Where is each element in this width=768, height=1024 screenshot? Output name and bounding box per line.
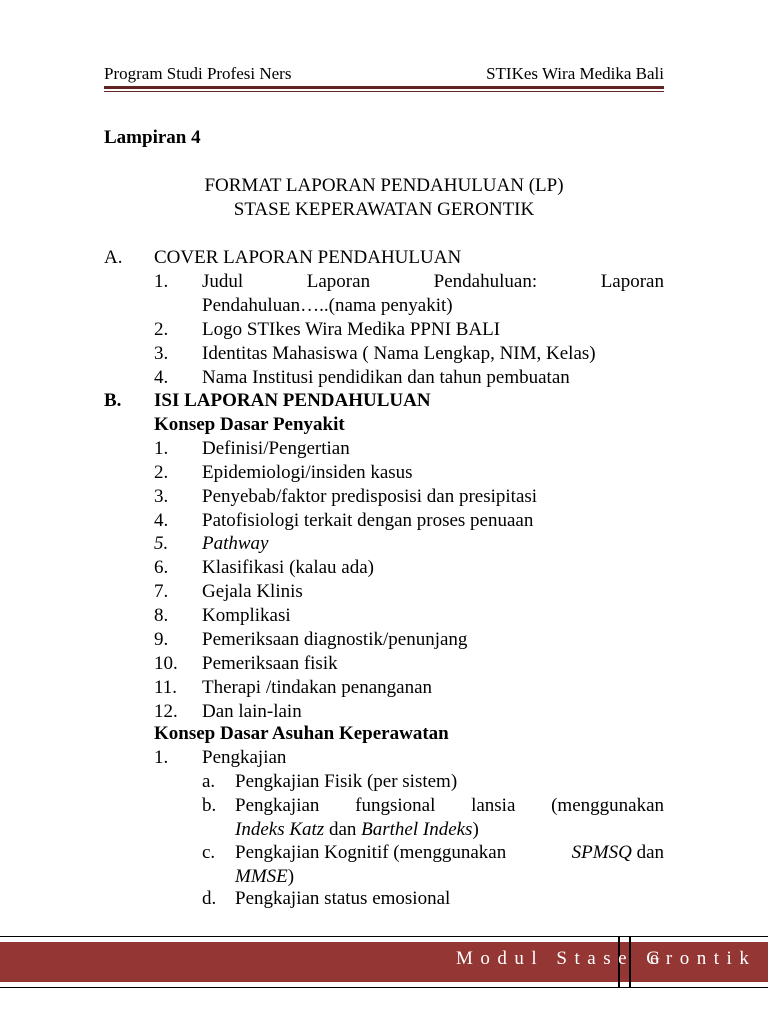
header-rule-thin	[104, 91, 664, 92]
subheading-konsep-penyakit: Konsep Dasar Penyakit	[154, 414, 345, 435]
list-item-text: Pengkajian	[202, 747, 287, 768]
list-item-text: Nama Institusi pendidikan dan tahun pembuatan	[202, 367, 570, 388]
subheading-konsep-askep: Konsep Dasar Asuhan Keperawatan	[154, 723, 449, 744]
sub-item-text-cont	[235, 818, 479, 842]
list-number: 7.	[154, 581, 169, 602]
section-a-letter: A.	[104, 247, 123, 268]
list-item-text: Epidemiologi/insiden kasus	[202, 462, 413, 483]
title-line-2: STASE KEPERAWATAN GERONTIK	[233, 199, 535, 220]
sub-item-letter: d.	[202, 888, 217, 909]
header-rule-thick	[104, 86, 664, 89]
sub-item-letter: c.	[202, 842, 216, 863]
list-item-text: Therapi /tindakan penanganan	[202, 677, 433, 698]
list-number: 11.	[154, 677, 178, 698]
list-number: 2.	[154, 462, 169, 483]
sub-item-text: Pengkajian fungsional lansia (menggunakan	[235, 795, 664, 816]
list-number: 3.	[154, 343, 169, 364]
section-a-heading: COVER LAPORAN PENDAHULUAN	[154, 247, 462, 268]
section-b-letter: B.	[104, 390, 122, 411]
sub-item-letter: a.	[202, 771, 216, 792]
sub-item-text: Pengkajian status emosional	[235, 888, 451, 909]
list-item-text: Komplikasi	[202, 605, 291, 626]
sub-item-text: Pengkajian Fisik (per sistem)	[235, 771, 458, 792]
header-institution: STIKes Wira Medika Bali	[486, 64, 664, 83]
sub-item-letter: b.	[202, 795, 217, 816]
mmse-term: MMSE	[235, 866, 288, 887]
list-item-text: Pemeriksaan fisik	[202, 653, 338, 674]
list-number: 1.	[154, 438, 169, 459]
list-number: 5.	[154, 533, 169, 554]
list-number: 12.	[154, 701, 178, 722]
connector-text: dan	[631, 842, 664, 863]
footer-module-label: Modul Stase G	[456, 948, 668, 969]
list-number: 4.	[154, 510, 169, 531]
list-item-text: Dan lain-lain	[202, 701, 302, 722]
list-number: 8.	[154, 605, 169, 626]
list-number: 6.	[154, 557, 169, 578]
sub-item-text-cont	[235, 865, 294, 889]
list-item-text: Klasifikasi (kalau ada)	[202, 557, 374, 578]
list-number: 10.	[154, 653, 178, 674]
list-number: 1.	[154, 747, 169, 768]
list-number: 1.	[154, 271, 169, 292]
list-item-text: Gejala Klinis	[202, 581, 303, 602]
sub-item-text-part: Pengkajian Kognitif (menggunakan	[235, 842, 507, 863]
list-item-text: Definisi/Pengertian	[202, 438, 350, 459]
lampiran-label: Lampiran 4	[104, 127, 201, 148]
footer-module-label-end: erontik	[650, 948, 757, 969]
section-b-heading: ISI LAPORAN PENDAHULUAN	[154, 390, 431, 411]
header-program: Program Studi Profesi Ners	[104, 64, 292, 83]
list-number: 4.	[154, 367, 169, 388]
closing-paren: )	[287, 866, 295, 887]
sub-item-text	[235, 841, 664, 865]
list-item-text: Pathway	[202, 533, 269, 554]
list-item-text: Logo STIkes Wira Medika PPNI BALI	[202, 319, 501, 340]
barthel-indeks-term: Barthel Indeks	[361, 819, 473, 840]
list-item-text: Identitas Mahasiswa ( Nama Lengkap, NIM, Kelas)	[202, 343, 596, 364]
list-number: 9.	[154, 629, 169, 650]
title-line-1: FORMAT LAPORAN PENDAHULUAN (LP)	[204, 175, 564, 196]
list-item-text-cont: Pendahuluan…..(nama penyakit)	[202, 295, 453, 316]
connector-text: dan	[324, 819, 362, 840]
closing-paren: )	[472, 819, 479, 840]
spmsq-term: SPMSQ	[571, 842, 632, 863]
list-item-text: Penyebab/faktor predisposisi dan presipitasi	[202, 486, 538, 507]
list-number: 2.	[154, 319, 169, 340]
list-number: 3.	[154, 486, 169, 507]
list-item-text: Patofisiologi terkait dengan proses penuaan	[202, 510, 534, 531]
indeks-katz-term: Indeks Katz	[235, 819, 325, 840]
list-item-text: Pemeriksaan diagnostik/penunjang	[202, 629, 468, 650]
list-item-text: Judul Laporan Pendahuluan: Laporan	[202, 271, 664, 292]
